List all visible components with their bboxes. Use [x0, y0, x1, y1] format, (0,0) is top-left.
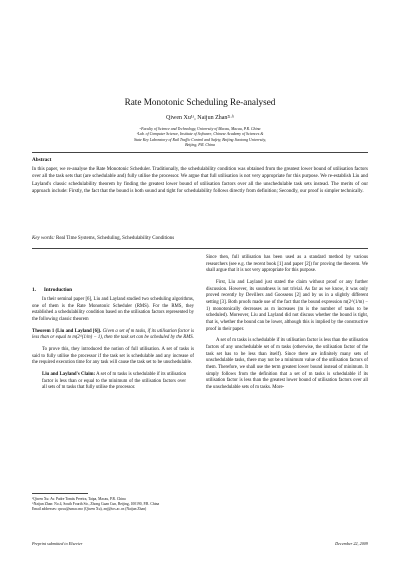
affiliation-line: ᵇLab. of Computer Science, Institute of Software, Chinese Academy of Sciences & — [136, 132, 264, 137]
abstract-top-rule — [32, 152, 368, 153]
footnote: ²ʲNaijun Zhan: No.4, South Fourth Str., Zhong Guan Cun, Beijing, 100190, P.R. China — [32, 502, 160, 507]
section-heading — [32, 287, 72, 293]
abstract-bottom-rule — [32, 248, 368, 249]
right-paragraph: Since then, full utilisation has been used as a standard method by various researchers (see e.g. the recent book [1] and paper [2]) for proving the theorem. We shall argue that it is not very appropriate for this purpose. — [206, 255, 368, 274]
full-utilisation-paragraph: To prove this, they introduced the notion of full utilisation. A set of tasks is said to fully utilise the processor if the task set is schedulable and any increase of the required execution time for any task will cause the task set to be unschedulable. — [32, 346, 194, 366]
affiliation-line: State Key Laboratory of Rail Traffic Control and Safety, Beijing Jiaotong University, — [133, 137, 267, 142]
right-column — [206, 255, 368, 391]
right-paragraph: A set of m tasks is schedulable if its utilisation factor is less than the utilisation factors of any unschedulable set of m tasks (otherwise, the utilisation factor of the task set has to be less than itself). Since there are infinitely many sets of unschedulable tasks, there may not be a minimum value of the utilisation factors of them. Therefore, we shall use the term greatest lower bound instead of minimum. It simply follows from the definition that a set of m tasks is schedulable if its utilisation factor is less than the greatest lower bound of utilisation factors over all the unschedulable sets of m tasks. More- — [206, 338, 368, 390]
theorem-text: Given a set of m tasks, if its utilisation factor is less than or equal to m(2^(1/m) − 1), then the task set can be scheduled by the RMS. — [32, 328, 194, 341]
abstract-heading: Abstract — [32, 157, 52, 163]
footnote: ¹Qiwen Xu: Av. Padre Tomás Pereira, Taipa, Macau, P.R. China — [32, 497, 126, 501]
theorem-1 — [32, 329, 194, 342]
section-title: Introduction — [43, 287, 73, 293]
intro-paragraph: In their seminal paper [6], Liu and Layland studied two scheduling algorithms, one of them is the Rate Monotonic Scheduler (RMS). For the RMS, they established a schedulability condition based on the utilisation factors represented by the following classic theorem — [32, 297, 194, 322]
right-paragraph: First, Liu and Layland just stated the claim without proof or any further discussion. However, its soundness is not trivial. As far as we know, it was only proved recently by Devillers and Goossens [2] and by us in a slightly different setting [3]. Both proofs made use of the fact that the bound expression m(2^(1/m) − 1) monotonically decreases as m increases (m is the number of tasks to be scheduled). Moreover, Liu and Layland did not discuss whether the bound is tight, that is, whether the bound can be lower, although this is implied by the constructive proof in their paper. — [206, 279, 368, 332]
section-number: 1. — [32, 287, 36, 293]
footer-date: December 22, 2009 — [335, 541, 368, 546]
keywords — [32, 236, 174, 241]
claim-block — [32, 372, 194, 392]
footnote-rule — [32, 493, 88, 494]
abstract-text: In this paper, we re-analyse the Rate Monotonic Scheduler. Traditionally, the schedulability condition was obtained from the greatest lower bound of utilisation factors over all the task sets that (are schedulable and) fully utilise the processor. We argue that full utilisation is not very appropriate for this purpose. We re-establish Liu and Layland's classic schedulability theorem by finding the greatest lower bound of utilisation factors over all the unschedulable task sets instead. The merits of our approach include: Firstly, the fact that the bound is both sound and tight for schedulability follows directly from definition; Secondly, our proof is simpler technically. — [32, 167, 368, 195]
footnotes — [32, 497, 194, 513]
footer-left: Preprint submitted to Elsevier — [32, 541, 83, 546]
affiliation-line: ᵃFaculty of Science and Technology, University of Macau, Macau, P.R. China — [139, 127, 261, 131]
authors: Qiwen Xu¹ᵃ, Naijun Zhan²ʲ·ᵇ — [165, 115, 234, 121]
paper-title: Rate Monotonic Scheduling Re-analysed — [124, 97, 276, 107]
theorem-label: Theorem 1 (Liu and Layland [6]). — [32, 328, 102, 334]
keywords-text: Real Time Systems, Scheduling, Schedulability Conditions — [55, 236, 175, 241]
affiliation-line: Beijing, P.R. China — [185, 143, 215, 148]
claim-label: Liu and Layland's Claim: — [42, 371, 96, 377]
keywords-label: Key words: — [32, 236, 55, 241]
page-footer — [32, 541, 368, 546]
footnote: Email addresses: qwxu@umac.mo (Qiwen Xu), znj@ios.ac.cn (Naijun Zhan) — [32, 507, 147, 512]
left-column — [32, 297, 194, 392]
affiliations — [60, 127, 340, 149]
claim-text: A set of m tasks is schedulable if its utilisation factor is less than or equal to the minimum of the utilisation factors over all sets of m tasks that fully utilise the processor. — [42, 371, 186, 391]
